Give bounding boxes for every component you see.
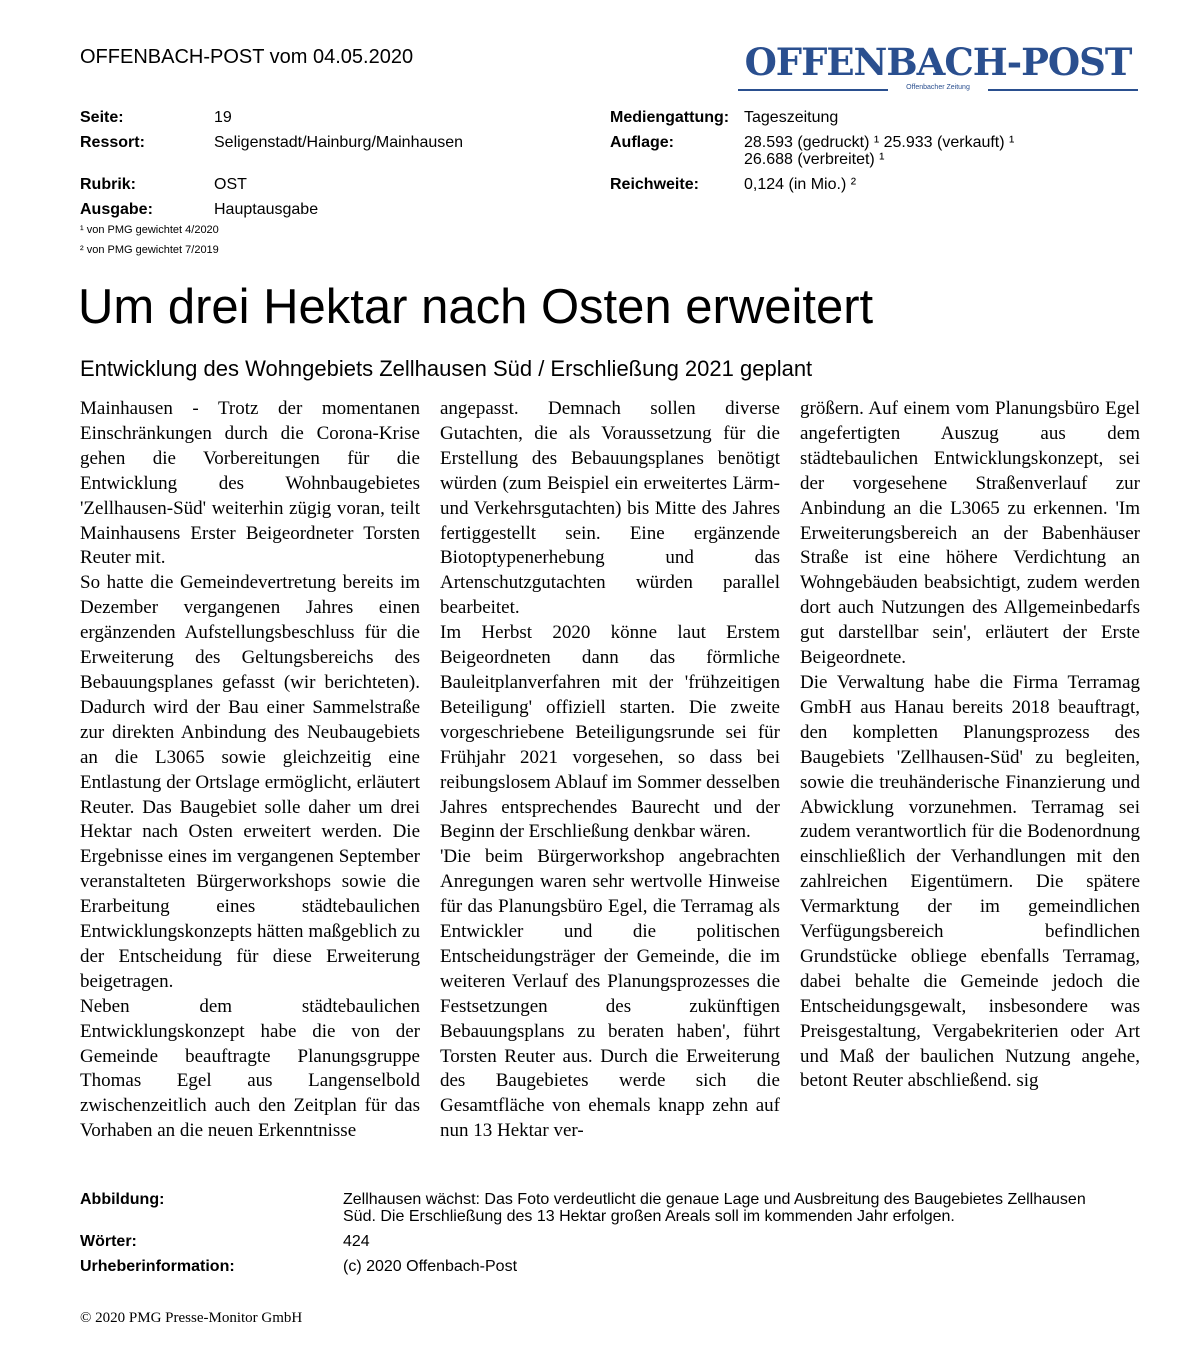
urheber-label: Urheberinformation: [80, 1258, 235, 1275]
paragraph: Im Herbst 2020 könne laut Erstem Beigeordneten dann das förmliche Bauleitplanverfahren mit der 'frühzeitigen Beteiligung' offiziell starten. Die zweite vorgeschriebene Beteiligungsrunde sei für Frühjahr 2021 vorgesehen, so dass bei reibungslosem Ablauf im Sommer desselben Jahres entsprechendes Baurecht und der Beginn der Erschließung denkbar wären. [440, 622, 780, 843]
meta-auflage-value-2: 26.688 (verbreitet) ¹ [744, 151, 885, 168]
copyright-notice: © 2020 PMG Presse-Monitor GmbH [80, 1310, 303, 1326]
meta-ressort-label: Ressort: [80, 134, 145, 151]
article-subheadline: Entwicklung des Wohngebiets Zellhausen Süd / Erschließung 2021 geplant [80, 356, 813, 381]
paragraph: So hatte die Gemeindevertretung bereits im Dezember vergangenen Jahres einen ergänzenden Aufstellungsbeschluss für die Erweiterung des Geltungsbereichs des Bebauungsplanes gefasst (wir berichteten). Dadurch wird der Bau einer Sammelstraße zur direkten Anbindung des Neubaugebiets an die L3065 sowie gleichzeitig eine Entlastung der Ortslage ermöglicht, erläutert Reuter. Das Baugebiet solle daher um drei Hektar nach Osten erweitert werden. Die Ergebnisse eines im vergangenen September veranstalteten Bürgerworkshops sowie die Erarbeitung eines städtebaulichen Entwicklungskonzepts hätten maßgeblich zu der Entscheidung für diese Erweiterung beigetragen. [80, 572, 420, 992]
meta-auflage-value: 28.593 (gedruckt) ¹ 25.933 (verkauft) ¹ [744, 134, 1015, 151]
woerter-value: 424 [343, 1233, 370, 1250]
source-line: OFFENBACH-POST vom 04.05.2020 [80, 46, 414, 68]
abbildung-caption-line-2: Süd. Die Erschließung des 13 Hektar großen Areals soll im kommenden Jahr erfolgen. [343, 1208, 955, 1225]
meta-mediengattung-label: Mediengattung: [610, 109, 730, 126]
meta-ausgabe-label: Ausgabe: [80, 201, 153, 218]
logo-rule-left [738, 89, 888, 91]
meta-seite-value: 19 [214, 109, 232, 126]
paragraph: Mainhausen - Trotz der momentanen Einschränkungen durch die Corona-Krise gehen die Vorbereitungen für die Entwicklung des Wohnbaugebietes 'Zellhausen-Süd' weiterhin zügig voran, teilt Mainhausens Erster Beigeordneter Torsten Reuter mit. [80, 398, 420, 569]
article-column-3 [800, 397, 1140, 1094]
woerter-label: Wörter: [80, 1233, 137, 1250]
abbildung-caption-line-1: Zellhausen wächst: Das Foto verdeutlicht die genaue Lage und Ausbreitung des Baugebietes Zellhausen [343, 1191, 1086, 1208]
footnote-2: ² von PMG gewichtet 7/2019 [80, 244, 219, 256]
footnote-1: ¹ von PMG gewichtet 4/2020 [80, 224, 219, 236]
urheber-value: (c) 2020 Offenbach-Post [343, 1258, 518, 1275]
logo-name: OFFENBACH-POST [744, 40, 1132, 84]
meta-rubrik-label: Rubrik: [80, 176, 136, 193]
meta-ausgabe-value: Hauptausgabe [214, 201, 319, 218]
paragraph: größern. Auf einem vom Planungsbüro Egel angefertigten Auszug aus dem städtebaulichen Entwicklungskonzept, sei der vorgesehene Straßenverlauf zur Anbindung an die L3065 zu erkennen. 'Im Erweiterungsbereich an der Babenhäuser Straße ist eine höhere Verdichtung an Wohngebäuden beabsichtigt, zudem werden dort auch Nutzungen des Allgemeinbedarfs gut darstellbar sein', erläutert der Erste Beigeordnete. [800, 398, 1140, 669]
article-headline: Um drei Hektar nach Osten erweitert [78, 280, 874, 334]
meta-ressort-value: Seligenstadt/Hainburg/Mainhausen [214, 134, 464, 151]
paragraph: Die Verwaltung habe die Firma Terramag GmbH aus Hanau bereits 2018 beauftragt, den kompletten Planungsprozess des Baugebiets 'Zellhausen-Süd' zu begleiten, sowie die treuhänderische Finanzierung und Abwicklung vorzunehmen. Terramag sei zudem verantwortlich für die Bodenordnung einschließlich der Verhandlungen mit den zahlreichen Eigentümern. Die spätere Vermarktung der im gemeindlichen Verfügungsbereich befindlichen Grundstücke obliege ebenfalls Terramag, dabei behalte die Gemeinde jedoch die Entscheidungsgewalt, insbesondere was Preisgestaltung, Vergabekriterien oder Art und Maß der baulichen Nutzung angehe, betont Reuter abschließend. sig [800, 671, 1140, 1092]
article-column-1 [80, 397, 420, 1144]
paragraph: 'Die beim Bürgerworkshop angebrachten Anregungen waren sehr wertvolle Hinweise für das Planungsbüro Egel, die Terramag als Entwickler und die politischen Entscheidungsträger der Gemeinde, die im weiteren Verlauf des Planungsprozesses die Festsetzungen des zukünftigen Bebauungsplans zu beraten haben', führt Torsten Reuter aus. Durch die Erweiterung des Baugebietes werde sich die Gesamtfläche von ehemals knapp zehn auf nun 13 Hektar ver- [440, 846, 780, 1142]
meta-reichweite-value: 0,124 (in Mio.) ² [744, 176, 857, 193]
meta-reichweite-label: Reichweite: [610, 176, 699, 193]
newspaper-logo [738, 40, 1138, 100]
meta-auflage-label: Auflage: [610, 134, 674, 151]
meta-mediengattung-value: Tageszeitung [744, 109, 839, 126]
meta-rubrik-value: OST [214, 176, 247, 193]
abbildung-label: Abbildung: [80, 1191, 165, 1208]
logo-rule-right [988, 89, 1138, 91]
paragraph: angepasst. Demnach sollen diverse Gutachten, die als Voraussetzung für die Erstellung des Bebauungsplanes benötigt würden (zum Beispiel ein erweitertes Lärm- und Verkehrsgutachten) bis Mitte des Jahres fertiggestellt sein. Eine ergänzende Biotoptypenerhebung und das Artenschutzgutachten würden parallel bearbeitet. [440, 398, 780, 619]
paragraph: Neben dem städtebaulichen Entwicklungskonzept habe die von der Gemeinde beauftragte Planungsgruppe Thomas Egel aus Langenselbold zwischenzeitlich auch den Zeitplan für das Vorhaben an die neuen Erkenntnisse [80, 995, 420, 1142]
article-column-2 [440, 397, 780, 1144]
meta-seite-label: Seite: [80, 109, 124, 126]
logo-subtitle: Offenbacher Zeitung [906, 84, 970, 91]
